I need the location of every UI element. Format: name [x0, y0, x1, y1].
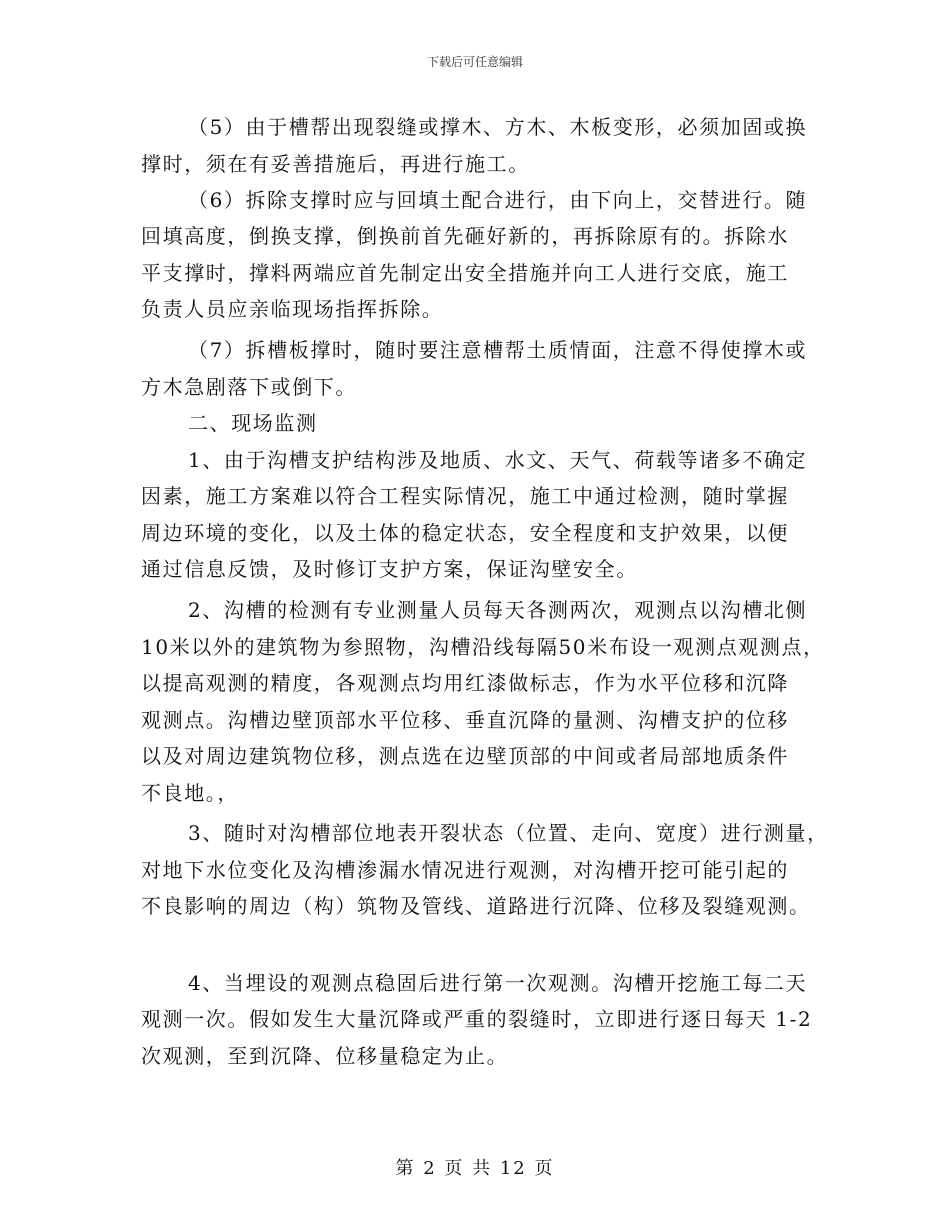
page-header: 下载后可任意编辑	[426, 55, 523, 69]
paragraph-line: 观测点。沟槽边壁顶部水平位移、垂直沉降的量测、沟槽支护的位移	[141, 708, 789, 732]
paragraph-line: 以提高观测的精度，各观测点均用红漆做标志，作为水平位移和沉降	[141, 671, 789, 695]
page-number: 第 2 页 共 12 页	[395, 1158, 555, 1179]
paragraph-line: 观测一次。假如发生大量沉降或严重的裂缝时，立即进行逐日每天 1-2	[141, 1007, 813, 1031]
paragraph-line: （6）拆除支撑时应与回填土配合进行，由下向上，交替进行。随	[188, 188, 808, 212]
paragraph-line: 方木急剧落下或倒下。	[141, 375, 357, 399]
paragraph-line: 次观测，至到沉降、位移量稳定为止。	[141, 1044, 509, 1068]
paragraph-line: 周边环境的变化，以及土体的稳定状态，安全程度和支护效果，以便	[141, 521, 789, 545]
paragraph-line: 回填高度，倒换支撑，倒换前首先砸好新的，再拆除原有的。拆除水	[141, 224, 789, 248]
paragraph-line: （7）拆槽板撑时，随时要注意槽帮土质情面，注意不得使撑木或	[188, 338, 808, 362]
paragraph-line: 不良影响的周边（构）筑物及管线、道路进行沉降、位移及裂缝观测。	[141, 894, 811, 918]
paragraph-line: 1、由于沟槽支护结构涉及地质、水文、天气、荷载等诸多不确定	[188, 448, 808, 472]
section-heading: 二、现场监测	[188, 411, 318, 435]
paragraph-line: 10米以外的建筑物为参照物，沟槽沿线每隔50米布设一观测点观测点，	[141, 635, 825, 659]
paragraph-line: 4、当埋设的观测点稳固后进行第一次观测。沟槽开挖施工每二天	[188, 971, 808, 995]
paragraph-line: 负责人员应亲临现场指挥拆除。	[141, 297, 444, 321]
paragraph-line: 通过信息反馈，及时修订支护方案，保证沟壁安全。	[141, 557, 638, 581]
paragraph-line: 2、沟槽的检测有专业测量人员每天各测两次，观测点以沟槽北侧	[188, 598, 808, 622]
paragraph-line: 因素，施工方案难以符合工程实际情况，施工中通过检测，随时掌握	[141, 484, 789, 508]
paragraph-line: 对地下水位变化及沟槽渗漏水情况进行观测，对沟槽开挖可能引起的	[141, 858, 789, 882]
paragraph-line: 3、随时对沟槽部位地表开裂状态（位置、走向、宽度）进行测量，	[188, 821, 829, 845]
paragraph-line: 不良地。，	[141, 781, 239, 805]
paragraph-line: 平支撑时，撑料两端应首先制定出安全措施并向工人进行交底，施工	[141, 261, 789, 285]
paragraph-line: （5）由于槽帮出现裂缝或撑木、方木、木板变形，必须加固或换	[188, 115, 808, 139]
paragraph-line: 撑时，须在有妥善措施后，再进行施工。	[141, 152, 530, 176]
paragraph-line: 以及对周边建筑物位移，测点选在边壁顶部的中间或者局部地质条件	[141, 744, 789, 768]
